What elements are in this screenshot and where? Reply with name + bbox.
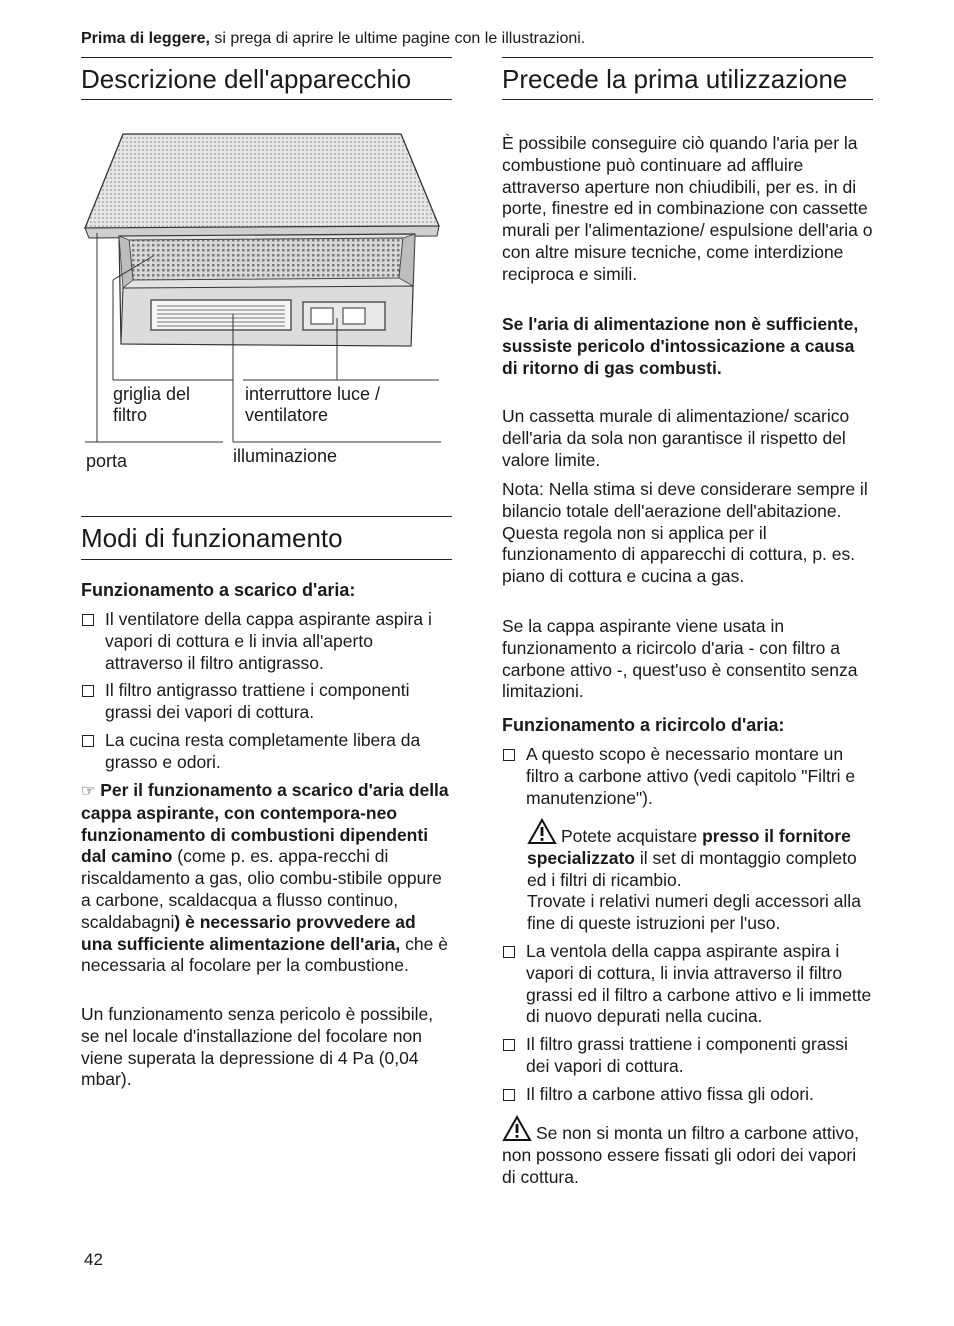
note-bold-2: ) è necessario provvedere ad una sufficiente alimentazione dell'aria, — [81, 911, 416, 954]
paragraph-1: È possibile conseguire ciò quando l'aria per la combustione può continuare ad affluire attraverso aperture non chiudibili, per es. in di porte, finestre ed in combinazione con cassette murali per l'alimentazione/ espulsione dell'aria o con altre misure tecniche, come interdizione reciproca e simili. — [502, 133, 873, 284]
list-item-text: Il filtro grassi trattiene i componenti grassi dei vapori di cottura. — [526, 1034, 848, 1076]
label-light-switch: interruttore luce / ventilatore — [245, 384, 381, 425]
reading-note — [81, 28, 881, 50]
rule-above-modes — [81, 516, 452, 517]
list-item — [81, 680, 453, 724]
list-item — [502, 1034, 874, 1078]
rule-under-before-use — [502, 99, 873, 100]
checkbox-bullet — [82, 685, 94, 697]
subheading-recirculation: Funzionamento a ricircolo d'aria: — [502, 715, 785, 735]
heading-description: Descrizione dell'apparecchio — [81, 64, 412, 94]
recirculation-bullets — [502, 941, 874, 1106]
heading-before-use: Precede la prima utilizzazione — [502, 64, 848, 94]
rule-under-modes — [81, 559, 452, 560]
note-text-2: il set di montaggio completo ed i filtri di ricambio. — [527, 847, 857, 890]
paragraph-note: Nota: Nella stima si deve considerare sempre il bilancio totale dell'aerazione dell'abitazione. Questa regola non si applica per il funzionamento di apparecchi di cottura, p. es. piano di cottura e cucina a gas. — [502, 479, 868, 587]
list-item-text: La ventola della cappa aspirante aspira i vapori di cottura, li invia attraverso il filtro grassi ed il filtro a carbone attivo e li immette di nuovo depurati nella cucina. — [526, 941, 872, 1027]
list-item-text: A questo scopo è necessario montare un filtro a carbone attivo (vedi capitolo "Filtri e manutenzione"). — [526, 744, 856, 808]
note-text-3: Trovate i relativi numeri degli accessori alla fine di queste istruzioni per l'uso. — [527, 891, 861, 934]
paragraph-3: Un cassetta murale di alimentazione/ scarico dell'aria da sola non garantisce il rispetto del valore limite. — [502, 406, 850, 470]
safety-paragraph: Un funzionamento senza pericolo è possibile, se nel locale d'installazione del focolare non viene superata la depressione di 4 Pa (0,04 mbar). — [81, 1004, 434, 1090]
checkbox-bullet — [503, 1089, 515, 1101]
list-item — [502, 941, 874, 1028]
note-text-1: Potete acquistare — [561, 826, 703, 846]
checkbox-bullet — [503, 749, 515, 761]
pointing-hand-icon: ☞ — [81, 783, 96, 800]
danger-warning: Se l'aria di alimentazione non è sufficiente, sussiste pericolo d'intossicazione a causa di ritorno di gas combusti. — [502, 314, 859, 378]
label-lighting: illuminazione — [233, 446, 338, 466]
note-text-2: che è necessaria al focolare per la combustione. — [81, 933, 448, 976]
rule-top-left — [81, 57, 452, 58]
list-item-text: Il filtro a carbone attivo fissa gli odori. — [526, 1083, 814, 1104]
note-bold: presso il fornitore specializzato — [527, 826, 851, 868]
odor-warning — [502, 1115, 872, 1188]
warning-icon — [527, 818, 557, 845]
label-filter-grid: griglia del filtro — [113, 384, 191, 425]
checkbox-bullet — [82, 735, 94, 747]
exhaust-bullets — [81, 609, 453, 774]
page-number: 42 — [84, 1250, 103, 1269]
note-text-1: (come p. es. appa-recchi di riscaldamento a gas, olio combu-stibile oppure a carbone, scaldacqua a flusso continuo, scaldabagni — [81, 846, 442, 932]
list-item — [81, 609, 453, 674]
accessory-note — [527, 818, 877, 935]
list-item-text: Il ventilatore della cappa aspirante aspira i vapori di cottura e li invia all'aperto attraverso il filtro antigrasso. — [105, 609, 432, 673]
list-item — [502, 744, 876, 809]
list-item — [81, 730, 453, 774]
paragraph-5: Se la cappa aspirante viene usata in funzionamento a ricircolo d'aria - con filtro a carbone attivo -, quest'uso è consentito senza limitazioni. — [502, 616, 858, 702]
rule-under-description — [81, 99, 452, 100]
checkbox-bullet — [82, 614, 94, 626]
checkbox-bullet — [503, 1039, 515, 1051]
list-item — [502, 1084, 874, 1106]
checkbox-bullet — [503, 946, 515, 958]
label-door: porta — [86, 451, 128, 471]
warning-icon — [502, 1115, 532, 1142]
odor-warning-text: Se non si monta un filtro a carbone attivo, non possono essere fissati gli odori dei vapori di cottura. — [502, 1123, 859, 1187]
hood-top-panel — [85, 134, 439, 228]
heading-modes: Modi di funzionamento — [81, 523, 343, 553]
combustion-note — [81, 780, 451, 977]
filter-grid — [129, 238, 403, 280]
list-item-text: Il filtro antigrasso trattiene i componenti grassi dei vapori di cottura. — [105, 680, 410, 723]
rule-top-right — [502, 57, 873, 58]
reading-note-bold: Prima di leggere, — [81, 30, 210, 47]
subheading-exhaust: Funzionamento a scarico d'aria: — [81, 580, 356, 600]
list-item-text: La cucina resta completamente libera da grasso e odori. — [105, 729, 421, 772]
reading-note-text: si prega di aprire le ultime pagine con le illustrazioni. — [209, 30, 586, 47]
note-bold-1: Per il funzionamento a scarico d'aria della cappa aspirante, con contempora-neo funzionamento di combustioni dipendenti dal camino — [81, 780, 449, 867]
